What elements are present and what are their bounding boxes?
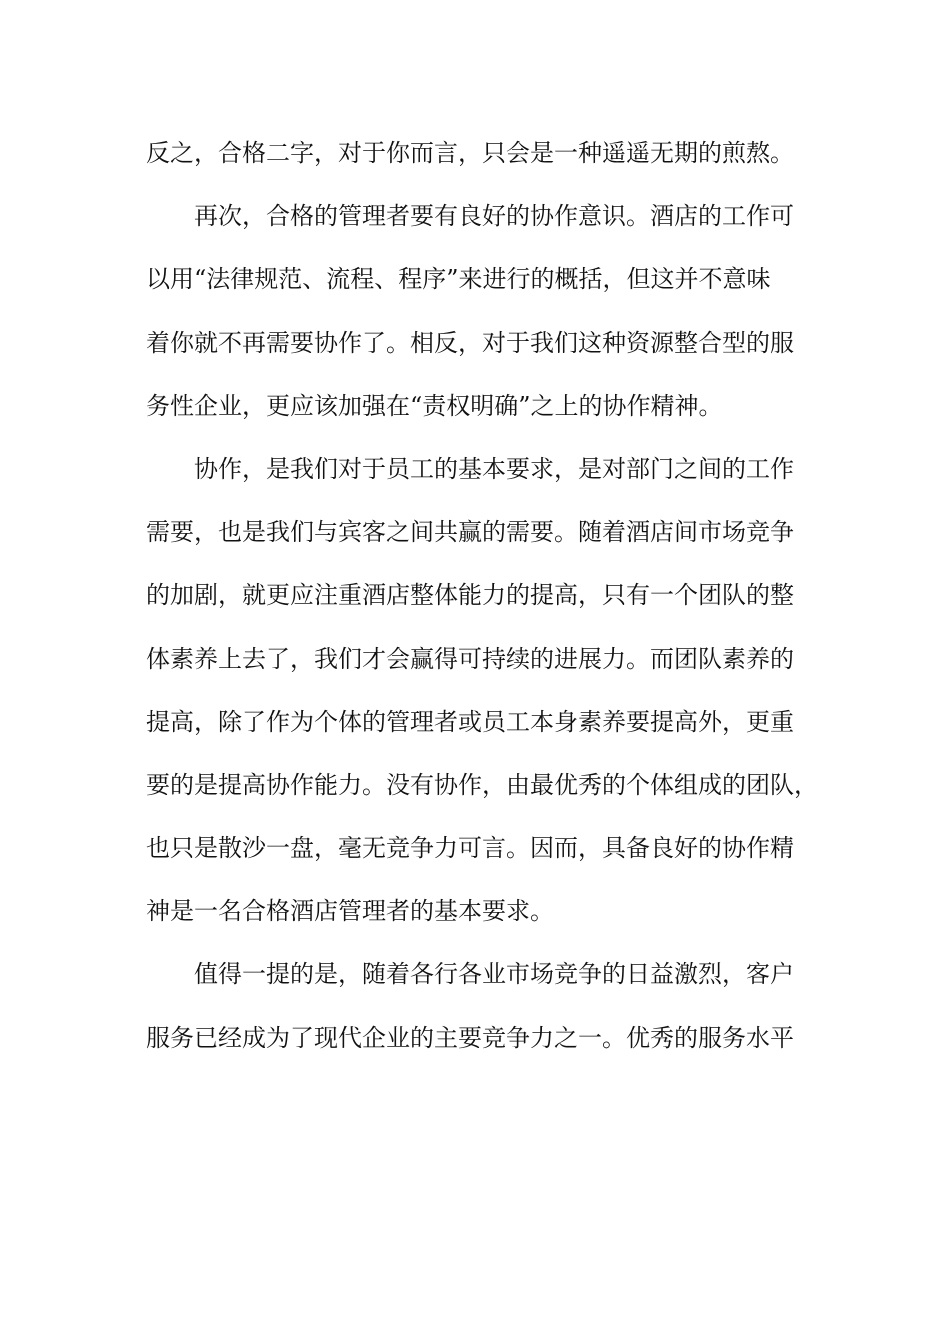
text-line: 需要，也是我们与宾客之间共赢的需要。随着酒店间市场竞争 xyxy=(146,518,794,547)
text-line: 也只是散沙一盘，毫无竞争力可言。因而，具备良好的协作精 xyxy=(146,834,794,863)
paragraph-start-line: 值得一提的是，随着各行各业市场竞争的日益激烈，客户 xyxy=(194,960,794,989)
text-line: 的加剧，就更应注重酒店整体能力的提高，只有一个团队的整 xyxy=(146,581,794,610)
body-text xyxy=(146,127,826,1075)
text-line: 要的是提高协作能力。没有协作，由最优秀的个体组成的团队， xyxy=(146,770,818,799)
text-line: 神是一名合格酒店管理者的基本要求。 xyxy=(146,897,554,926)
paragraph-start-line: 再次，合格的管理者要有良好的协作意识。酒店的工作可 xyxy=(194,202,794,231)
text-line: 反之，合格二字，对于你而言，只会是一种遥遥无期的煎熬。 xyxy=(146,139,794,167)
text-line: 提高，除了作为个体的管理者或员工本身素养要提高外，更重 xyxy=(146,707,794,736)
text-line: 以用“法律规范、流程、程序”来进行的概括，但这并不意味 xyxy=(146,265,771,294)
text-line: 务性企业，更应该加强在“责权明确”之上的协作精神。 xyxy=(146,391,723,420)
text-line: 着你就不再需要协作了。相反，对于我们这种资源整合型的服 xyxy=(146,328,794,357)
paragraph-start-line: 协作，是我们对于员工的基本要求，是对部门之间的工作 xyxy=(194,454,794,483)
text-line: 体素养上去了，我们才会赢得可持续的进展力。而团队素养的 xyxy=(146,644,794,673)
text-line: 服务已经成为了现代企业的主要竞争力之一。优秀的服务水平 xyxy=(146,1023,794,1052)
